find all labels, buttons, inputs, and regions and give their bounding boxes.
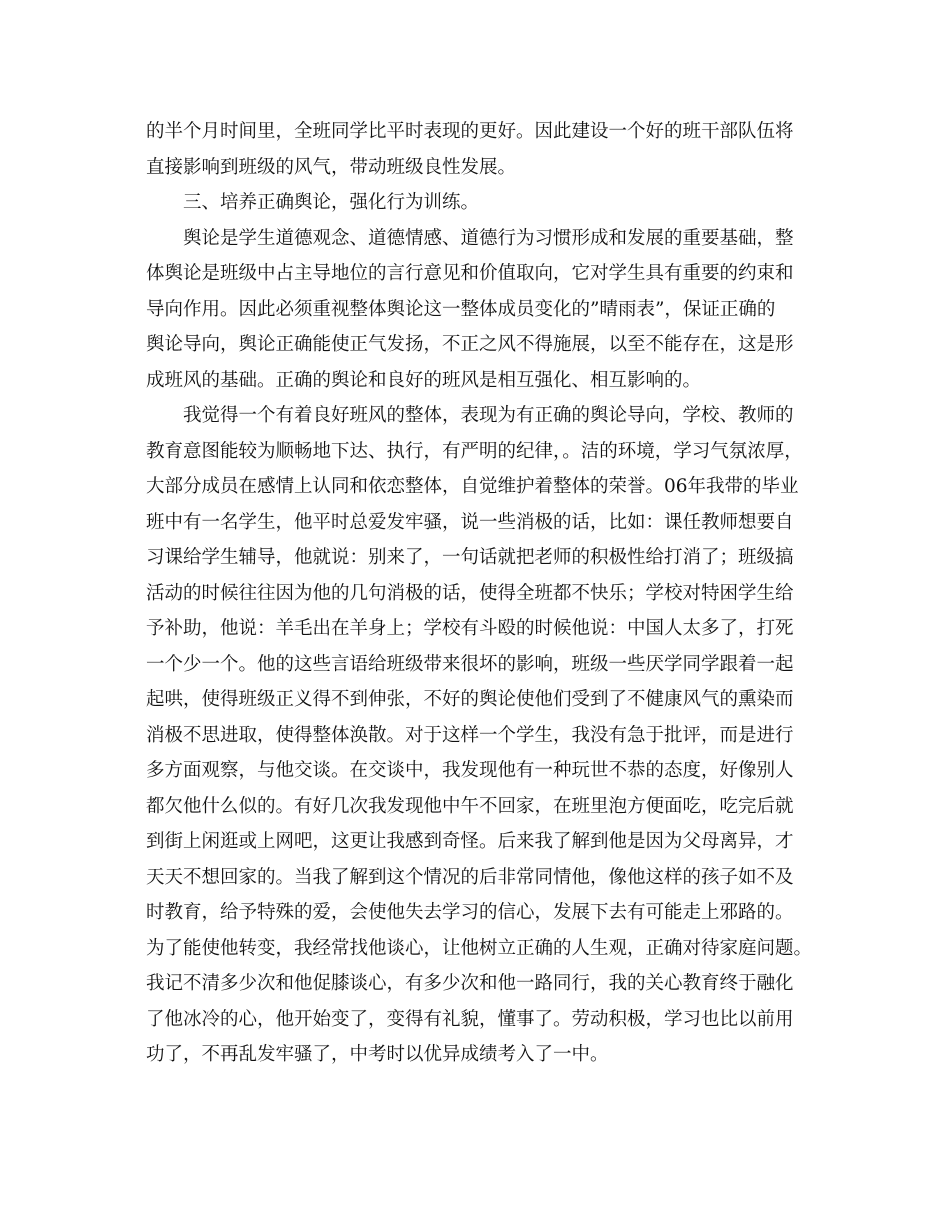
text-line: 予补助，他说：羊毛出在羊身上；学校有斗殴的时候他说：中国人太多了，打死: [146, 618, 794, 639]
text-line: 舆论导向，舆论正确能使正气发扬，不正之风不得施展，以至不能存在，这是形: [146, 334, 794, 355]
text-line: 为了能使他转变，我经常找他谈心，让他树立正确的人生观，正确对待家庭问题。: [146, 937, 813, 959]
text-line: 一个少一个。他的这些言语给班级带来很坏的影响，班级一些厌学同学跟着一起: [146, 653, 794, 675]
text-line: 体舆论是班级中占主导地位的言行意见和价值取向，它对学生具有重要的约束和: [146, 263, 794, 284]
text-line: 都欠他什么似的。有好几次我发现他中午不回家，在班里泡方便面吃，吃完后就: [146, 795, 794, 817]
text-line: 直接影响到班级的风气，带动班级良性发展。: [146, 156, 517, 178]
text-line: 活动的时候往往因为他的几句消极的话，使得全班都不快乐；学校对特困学生给: [146, 582, 794, 604]
text-line: 的半个月时间里，全班同学比平时表现的更好。因此建设一个好的班干部队伍将: [146, 121, 794, 142]
text-line: 时教育，给予特殊的爱，会使他失去学习的信心，发展下去有可能走上邪路的。: [146, 902, 794, 923]
text-line: 起哄，使得班级正义得不到伸张，不好的舆论使他们受到了不健康风气的熏染而: [146, 689, 794, 710]
text-line: 班中有一名学生，他平时总爱发牢骚，说一些消极的话，比如：课任教师想要自: [146, 511, 794, 533]
text-line: 教育意图能较为顺畅地下达、执行，有严明的纪律，。洁的环境，学习气氛浓厚，: [146, 440, 803, 462]
document-body: [146, 114, 813, 1073]
text-line: 多方面观察，与他交谈。在交谈中，我发现他有一种玩世不恭的态度，好像别人: [146, 760, 794, 781]
text-line: 导向作用。因此必须重视整体舆论这一整体成员变化的”晴雨表”，保证正确的: [146, 298, 776, 320]
text-line: 成班风的基础。正确的舆论和良好的班风是相互强化、相互影响的。: [146, 369, 702, 391]
text-line: 大部分成员在感情上认同和依恋整体，自觉维护着整体的荣誉。06年我带的毕业: [146, 476, 799, 497]
text-line: 消极不思进取，使得整体涣散。对于这样一个学生，我没有急于批评，而是进行: [146, 724, 794, 746]
text-line: 三、培养正确舆论，强化行为训练。: [183, 192, 480, 213]
text-line: 功了，不再乱发牢骚了，中考时以优异成绩考入了一中。: [146, 1044, 609, 1065]
text-line: 我记不清多少次和他促膝谈心，有多少次和他一路同行，我的关心教育终于融化: [146, 973, 794, 994]
text-line: 到街上闲逛或上网吧，这更让我感到奇怪。后来我了解到他是因为父母离异，才: [146, 831, 794, 852]
text-line: 舆论是学生道德观念、道德情感、道德行为习惯形成和发展的重要基础，整: [183, 227, 794, 249]
text-line: 天天不想回家的。当我了解到这个情况的后非常同情他，像他这样的孩子如不及: [146, 866, 794, 888]
text-line: 了他冰冷的心，他开始变了，变得有礼貌，懂事了。劳动积极，学习也比以前用: [146, 1008, 794, 1030]
text-line: 习课给学生辅导，他就说：别来了，一句话就把老师的积极性给打消了；班级搞: [146, 547, 794, 568]
text-line: 我觉得一个有着良好班风的整体，表现为有正确的舆论导向，学校、教师的: [183, 405, 794, 426]
